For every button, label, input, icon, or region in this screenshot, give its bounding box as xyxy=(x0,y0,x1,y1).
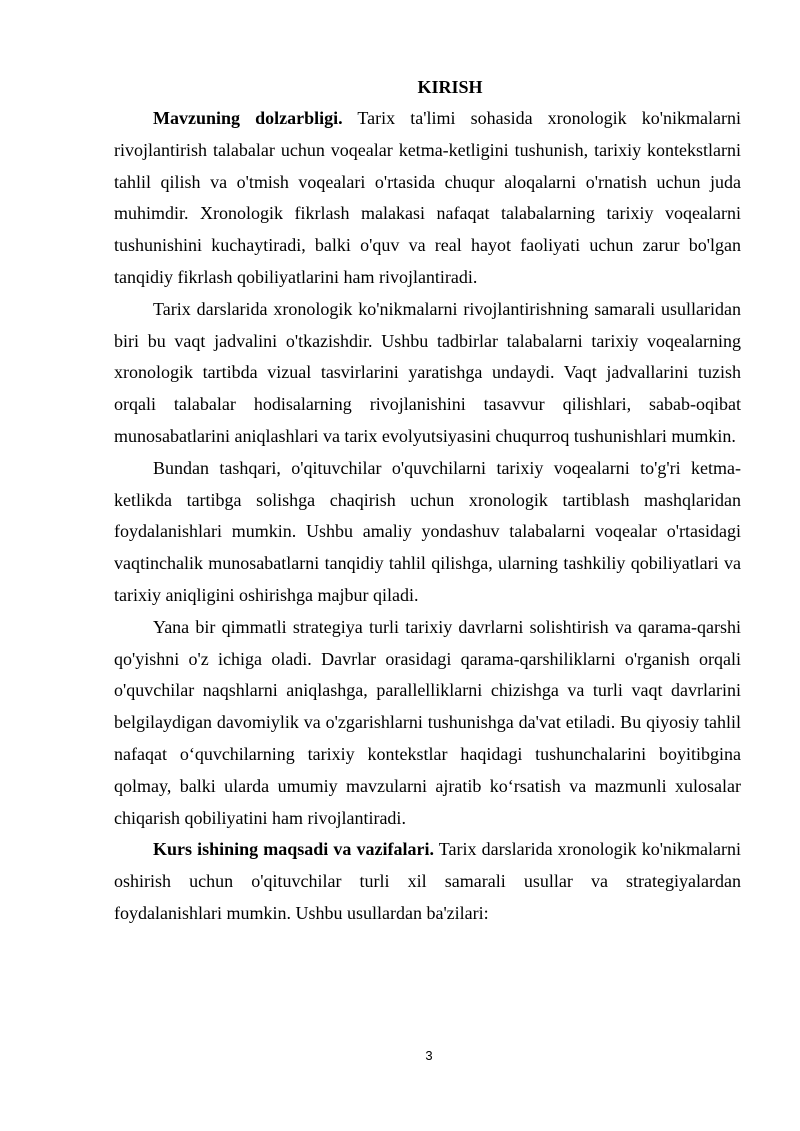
paragraph-text: Tarix ta'limi sohasida xronologik ko'nikmalarni rivojlantirish talabalar uchun voqealar ketma-ketligini tushunish, tarixiy kontekstlarni tahlil qilish va o'tmish voqealari o'rtasida chuqur aloqalarni o'rnatish uchun juda muhimdir. Xronologik fikrlash malakasi nafaqat talabalarning tarixiy voqealarni tushunishini kuchaytiradi, balki o'quv va real hayot faoliyati uchun zarur bo'lgan tanqidiy fikrlash qobiliyatlarini ham rivojlantiradi. xyxy=(114,108,741,287)
paragraph-sequencing xyxy=(114,453,741,612)
paragraph-lead: Kurs ishining maqsadi va vazifalari. xyxy=(153,839,434,860)
document-page xyxy=(114,74,741,930)
paragraph-comparison xyxy=(114,612,741,835)
paragraph-text: Tarix darslarida xronologik ko'nikmalarni oshirish uchun o'qituvchilar turli xil samarali usullar va strategiyalardan foydalanishlari mumkin. Ushbu usullardan ba'zilari: xyxy=(114,839,741,923)
paragraph-text: Yana bir qimmatli strategiya turli tarixiy davrlarni solishtirish va qarama-qarshi qo'yishni o'z ichiga oladi. Davrlar orasidagi qarama-qarshiliklarni o'rganish orqali o'quvchilar naqshlarni aniqlashga, parallelliklarni chizishga va turli vaqt davrlarini belgilaydigan davomiylik va o'zgarishlarni tushunishga da'vat etiladi. Bu qiyosiy tahlil nafaqat o‘quvchilarning tarixiy kontekstlar haqidagi tushunchalarini boyitibgina qolmay, balki ularda umumiy mavzularni ajratib ko‘rsatish va mazmunli xulosalar chiqarish qobiliyatini ham rivojlantiradi. xyxy=(114,616,741,828)
paragraph-text: Tarix darslarida xronologik ko'nikmalarni rivojlantirishning samarali usullaridan biri bu vaqt jadvalini o'tkazishdir. Ushbu tadbirlar talabalarni tarixiy voqealarning xronologik tartibda vizual tasvirlarini yaratishga undaydi. Vaqt jadvallarini tuzish orqali talabalar hodisalarning rivojlanishini tasavvur qilishlari, sabab-oqibat munosabatlarini aniqlashlari va tarix evolyutsiyasini chuqurroq tushunishlari mumkin. xyxy=(114,298,741,446)
paragraph-timelines xyxy=(114,294,741,453)
paragraph-relevance xyxy=(114,103,741,294)
page-title: KIRISH xyxy=(417,77,483,97)
paragraph-text: Bundan tashqari, o'qituvchilar o'quvchilarni tarixiy voqealarni to'g'ri ketma-ketlikda tartibga solishga chaqirish uchun xronologik tartiblash mashqlaridan foydalanishlari mumkin. Ushbu amaliy yondashuv talabalarni voqealar o'rtasidagi vaqtinchalik munosabatlarni tanqidiy tahlil qilishga, ularning tashkiliy qobiliyatlari va tarixiy aniqligini oshirishga majbur qiladi. xyxy=(114,457,741,605)
paragraph-goals xyxy=(114,834,741,929)
page-number: 3 xyxy=(425,1048,433,1063)
paragraph-lead: Mavzuning dolzarbligi. xyxy=(153,108,343,128)
